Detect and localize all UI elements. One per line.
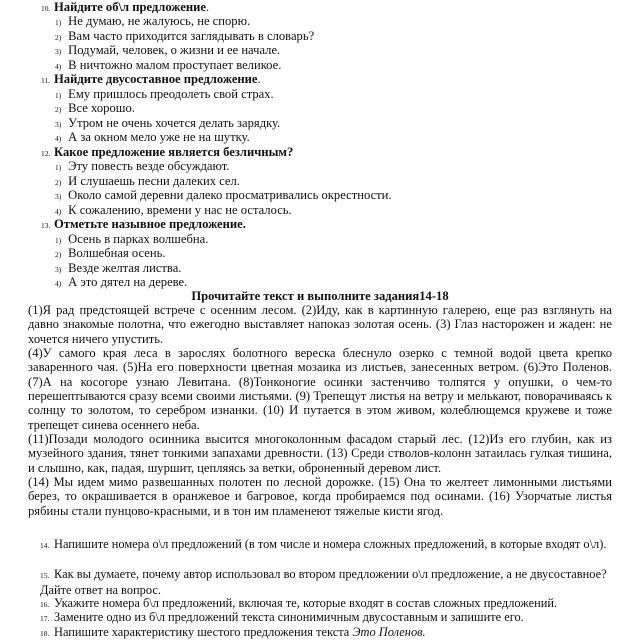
option-number: 4): [55, 279, 62, 288]
question-number: 11.: [41, 76, 51, 85]
task-item: [40, 567, 620, 597]
reading-text: [28, 303, 612, 518]
option-text: Вам часто приходится заглядывать в словарь?: [68, 28, 315, 43]
option-number: 4): [55, 134, 62, 143]
question-title-tail: .: [205, 0, 210, 14]
question-title-tail: .: [257, 72, 261, 86]
option-text: Не думаю, не жалуюсь, не спорю.: [68, 14, 251, 28]
task-number: 18.: [40, 628, 50, 638]
option-text: Утром не очень хочется делать зарядку.: [68, 115, 281, 130]
task-item: [40, 625, 620, 641]
option-text: Около самой деревни далеко просматривались окрестности.: [68, 188, 392, 202]
option-number: 1): [55, 163, 62, 172]
option-text: Все хорошо.: [68, 101, 135, 115]
task-italic-quote: Это Поленов.: [352, 624, 426, 639]
option-text: Эту повесть везде обсуждают.: [68, 159, 230, 173]
option-number: 2): [55, 105, 62, 114]
task-text: Напишите характеристику шестого предложения текста: [54, 624, 353, 639]
text-paragraph: (4)У самого края леса в зарослях болотного вереска блеснуло озерко с темной водой цвета крепко заваренного чая. (5)На его поверхности цветная мозаика из листьев, занесенных ветром. (6)Это Поленов. (7)А на косогоре узнаю Левитана. (8)Тонконогие осинки застенчиво толпятся у опушки, о чем-то перешептываются сразу всеми своими листьями. (9) Трепещут листья на ветру и мелькают, поворачиваясь к солнцу то золотом, то серебром изнанки. (10) И путается в этом живом, колеблющемся кружеве и тоже трепещет синева осеннего неба.: [28, 346, 612, 432]
task-item: [40, 537, 620, 553]
option-number: 2): [55, 32, 62, 42]
option-number: 4): [55, 206, 62, 216]
task-text: Как вы думаете, почему автор использовал во втором предложении о\л предложение, а не двусоставное? Дайте ответ на вопрос.: [40, 566, 607, 597]
option-number: 2): [55, 250, 62, 259]
task-number: 15.: [40, 570, 50, 580]
option-text: К сожалению, времени у нас не осталось.: [68, 202, 292, 217]
option-text: А это дятел на дереве.: [68, 275, 188, 289]
option-text: В ничтожно малом проступает великое.: [68, 57, 282, 72]
question-number: 13.: [41, 221, 51, 230]
question-title: Какое предложение является безличным?: [54, 144, 294, 159]
task-number: 17.: [40, 614, 50, 623]
task-text: Замените одно из б\л предложений текста синонимичным двусоставным и запишите его.: [54, 610, 524, 624]
text-paragraph: (14) Мы идем мимо развешанных полотен по лесной дорожке. (15) Она то желтеет лимонными листьями берез, то окрашивается в оранжевое и багровое, когда пробираемся под осинами. (16) Узорчатые листья рябины стали пунцово-красными, и в тон им пламенеют тяжелые кисти ягод.: [28, 475, 612, 518]
option-text: Осень в парках волшебна.: [68, 231, 209, 246]
option-text: Подумай, человек, о жизни и ее начале.: [68, 43, 281, 57]
question-title: Отметьте назывное предложение.: [54, 217, 246, 231]
option-number: 1): [55, 18, 62, 27]
option-number: 4): [55, 61, 62, 71]
text-heading: Прочитайте текст и выполните задания14-18: [191, 289, 449, 303]
option-text: А за окном мело уже не на шутку.: [68, 130, 250, 144]
option-number: 3): [55, 192, 62, 201]
option-text: Волшебная осень.: [68, 246, 166, 260]
text-paragraph: (1)Я рад предстоящей встрече с осенним лесом. (2)Иду, как в картинную галерею, еще раз взглянуть на давно знакомые полотна, что ежегодно выставляет напоказ золотая осень. (3) Глаз насторожен и жаден: не хочется ничего упустить.: [28, 303, 612, 346]
option-number: 2): [55, 177, 62, 187]
option-number: 3): [55, 119, 62, 129]
option-text: Везде желтая листва.: [68, 260, 182, 275]
task-number: 14.: [40, 541, 50, 550]
option-text: Ему пришлось преодолеть свой страх.: [68, 86, 274, 101]
option-number: 3): [55, 264, 62, 274]
question-title: Найдите об\л предложение: [54, 0, 206, 14]
option-number: 3): [55, 47, 62, 56]
text-paragraph: (11)Позади молодого осинника высится многоколонным фасадом старый лес. (12)Из его глубин, как из музейного здания, тянет тонкими запахами древности. (13) Среди стволов-колонн затаилась гулкая тишина, и слышно, как, падая, шуршит, цепляясь за ветки, оброненный деревом лист.: [28, 432, 612, 475]
option-text: И слушаешь песни далеких сел.: [68, 173, 240, 188]
task-text: Напишите номера о\л предложений (в том числе и номера сложных предложений, в которые входят о\л).: [54, 537, 607, 551]
option-number: 1): [55, 90, 62, 100]
question-number: 10.: [41, 4, 51, 13]
question-title: Найдите двусоставное предложение: [54, 72, 258, 86]
task-text: Укажите номера б\л предложений, включая те, которые входят в состав сложных предложений.: [54, 595, 558, 610]
task-number: 16.: [40, 599, 50, 609]
question-number: 12.: [41, 148, 51, 158]
option-number: 1): [55, 235, 62, 245]
